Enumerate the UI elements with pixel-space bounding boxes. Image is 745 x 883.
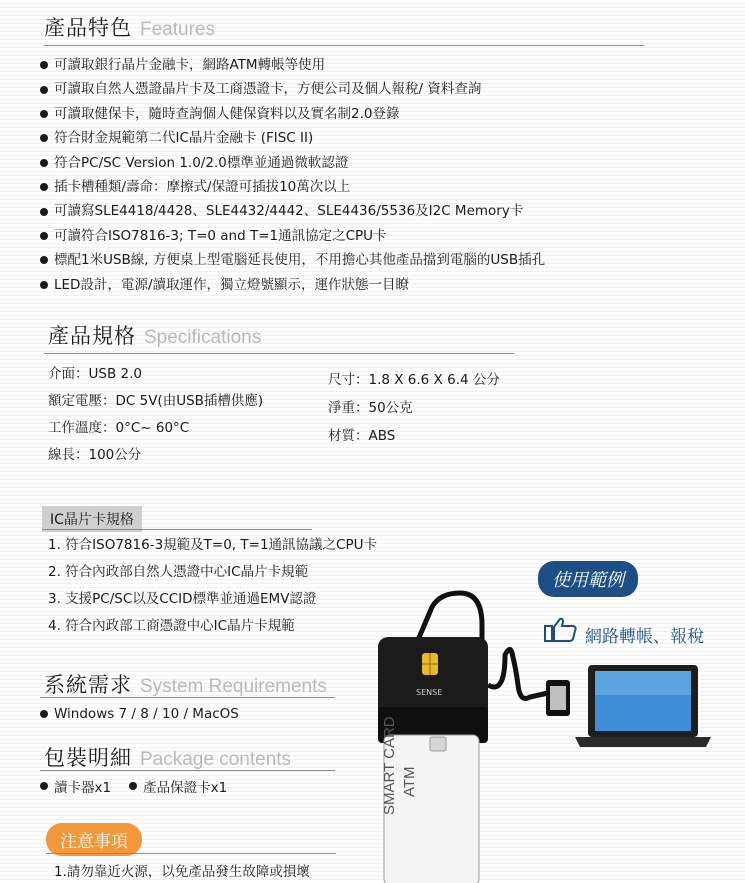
- feature-text: 可讀取自然人憑證晶片卡及工商憑證卡，方便公司及個人報稅/ 資料查詢: [54, 81, 482, 98]
- bullet-icon: [40, 86, 48, 94]
- list-item: [129, 776, 227, 796]
- ic-spec-rule: [42, 529, 312, 530]
- package-item-warranty: 產品保證卡x1: [143, 780, 228, 796]
- ic-spec-item: 1. 符合ISO7816-3規範及T=0, T=1通訊協議之CPU卡: [48, 537, 377, 553]
- bullet-icon: [40, 281, 48, 289]
- feature-item: [40, 77, 545, 101]
- notice-text: 1.請勿靠近火源，以免產品發生故障或損壞: [54, 864, 310, 880]
- feature-text: LED設計，電源/讀取運作，獨立燈號顯示，運作狀態一目瞭: [54, 276, 409, 293]
- usage-example-badge: 使用範例: [538, 561, 638, 597]
- card-text-2: SMART CARD: [381, 716, 398, 815]
- ic-spec-title: IC晶片卡規格: [42, 506, 142, 532]
- features-list: [40, 53, 545, 297]
- requirements-title-zh: 系統需求: [44, 673, 132, 697]
- feature-text: 可讀符合ISO7816-3; T=0 and T=1通訊協定之CPU卡: [54, 227, 387, 244]
- spec-voltage: 額定電壓：DC 5V(由USB插槽供應): [48, 393, 264, 409]
- spec-temperature: 工作溫度：0°C~ 60°C: [48, 420, 190, 436]
- package-title-zh: 包裝明細: [44, 746, 132, 770]
- bullet-icon: [40, 183, 48, 191]
- feature-item: [40, 175, 545, 199]
- feature-item: [40, 224, 545, 248]
- feature-item: [40, 248, 545, 272]
- bullet-icon: [40, 710, 48, 718]
- feature-item: [40, 199, 545, 223]
- bullet-icon: [40, 134, 48, 142]
- bullet-icon: [40, 208, 48, 216]
- features-title-en: Features: [140, 19, 215, 40]
- ic-spec-item: 4. 符合內政部工商憑證中心IC晶片卡規範: [48, 618, 295, 634]
- requirements-list: [40, 702, 239, 726]
- feature-text: 可讀取銀行晶片金融卡，網路ATM轉帳等使用: [54, 57, 326, 73]
- ic-spec-item: 2. 符合內政部自然人憑證中心IC晶片卡規範: [48, 564, 309, 580]
- bullet-icon: [40, 110, 48, 118]
- feature-item: [40, 102, 545, 126]
- bullet-icon: [40, 61, 48, 69]
- feature-item: [40, 53, 545, 77]
- requirements-title-en: System Requirements: [140, 676, 327, 697]
- feature-item: [40, 151, 545, 175]
- notice-badge: 注意事項: [46, 823, 142, 856]
- specs-title-en: Specifications: [144, 327, 262, 348]
- package-title-en: Package contents: [140, 749, 292, 770]
- specs-heading: [48, 320, 261, 350]
- usage-example-text: 網路轉帳、報稅: [585, 627, 704, 647]
- package-heading: [44, 742, 291, 772]
- package-rule: [40, 770, 335, 771]
- feature-item: [40, 126, 545, 150]
- spec-material: 材質：ABS: [328, 428, 396, 444]
- feature-text: 符合PC/SC Version 1.0/2.0標準並通過微軟認證: [54, 154, 349, 171]
- bullet-icon: [40, 232, 48, 240]
- spec-weight: 淨重：50公克: [328, 400, 413, 416]
- features-heading: [44, 12, 215, 42]
- reader-brand: SENSE: [416, 688, 443, 697]
- list-item: [40, 702, 239, 726]
- features-title-zh: 產品特色: [44, 16, 132, 40]
- requirements-rule: [40, 697, 335, 698]
- ic-spec-item: 3. 支援PC/SC以及CCID標準並通過EMV認證: [48, 591, 317, 607]
- bullet-icon: [129, 782, 137, 790]
- spec-interface: 介面：USB 2.0: [48, 366, 142, 382]
- package-list: [40, 776, 227, 796]
- feature-text: 標配1米USB線, 方便桌上型電腦延長使用，不用擔心其他產品擋到電腦的USB插孔: [54, 252, 546, 269]
- requirement-os: Windows 7 / 8 / 10 / MacOS: [54, 706, 239, 722]
- requirements-heading: [44, 669, 327, 699]
- bullet-icon: [40, 782, 48, 790]
- feature-text: 符合財金規範第二代IC晶片金融卡 (FISC II): [54, 130, 314, 147]
- card-text-1: ATM: [401, 766, 418, 797]
- features-rule: [44, 45, 644, 46]
- feature-text: 插卡槽種類/壽命：摩擦式/保證可插拔10萬次以上: [54, 179, 351, 196]
- notice-rule: [46, 853, 336, 854]
- specs-title-zh: 產品規格: [48, 324, 136, 348]
- device-illustration: [370, 585, 720, 883]
- spec-cable-length: 線長：100公分: [48, 447, 142, 463]
- spec-size: 尺寸：1.8 X 6.6 X 6.4 公分: [328, 372, 500, 388]
- ic-spec-list: [48, 532, 377, 640]
- feature-item: [40, 273, 545, 297]
- specs-rule: [44, 353, 514, 354]
- bullet-icon: [40, 159, 48, 167]
- feature-text: 可讀寫SLE4418/4428、SLE4432/4442、SLE4436/5536及I2C Memory卡: [54, 203, 524, 220]
- bullet-icon: [40, 256, 48, 264]
- package-item-reader: 讀卡器x1: [54, 780, 112, 796]
- smart-card: [384, 735, 479, 883]
- list-item: [40, 776, 111, 796]
- feature-text: 可讀取健保卡，隨時查詢個人健保資料以及實名制2.0登錄: [54, 105, 400, 122]
